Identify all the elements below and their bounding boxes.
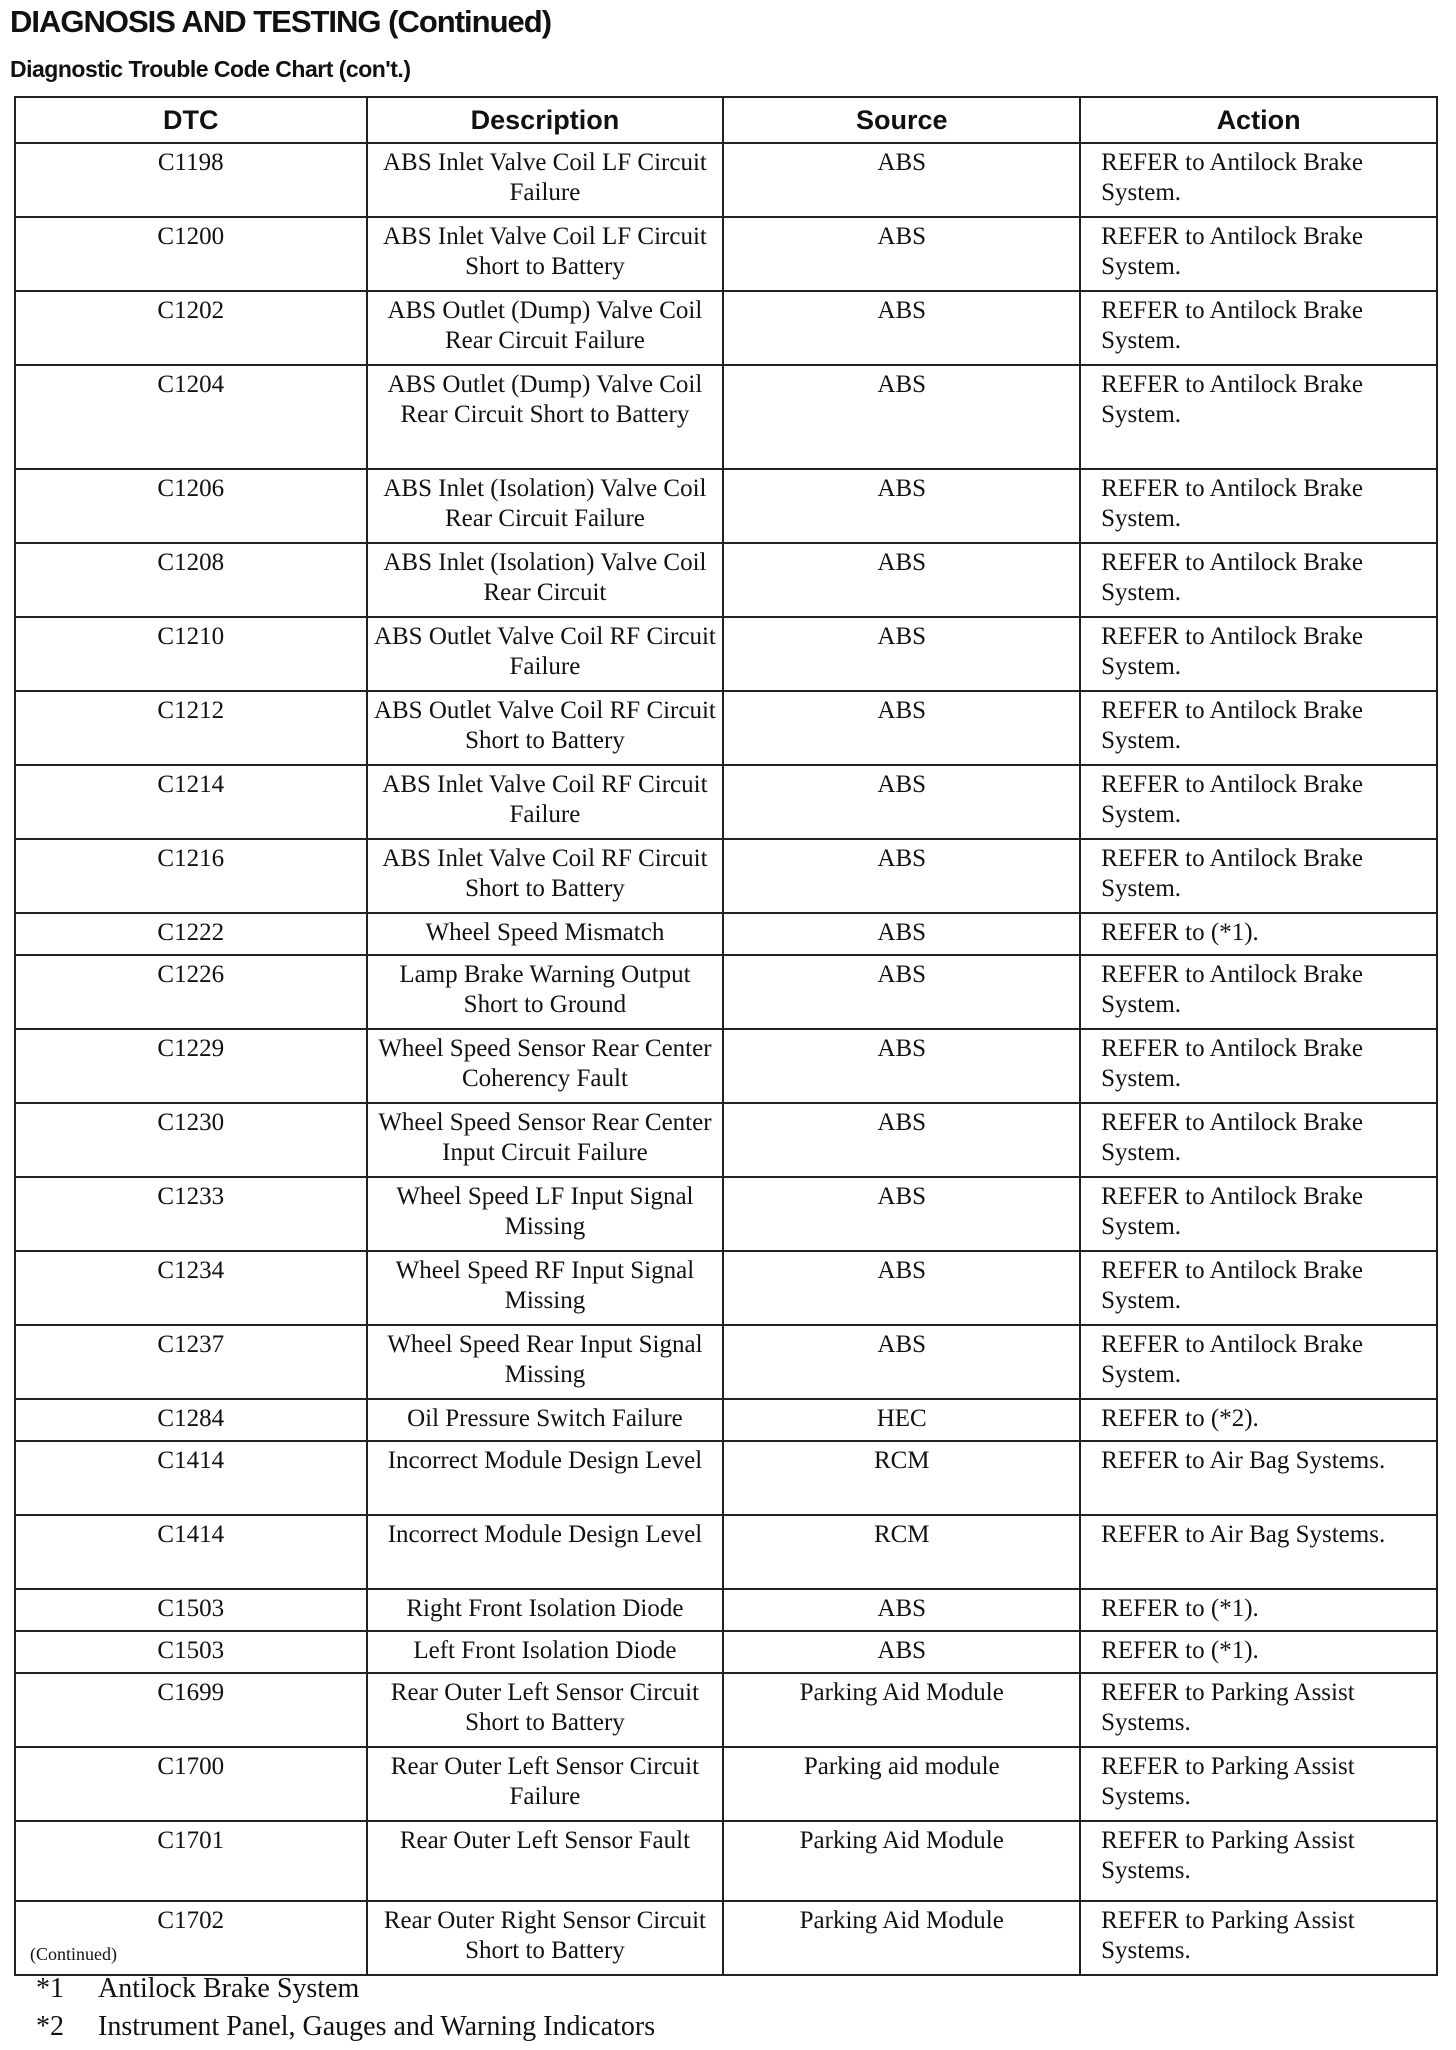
footnote-mark: *2 <box>36 2011 64 2042</box>
description-cell: Rear Outer Right Sensor Circuit Short to Battery <box>367 1901 724 1975</box>
table-row <box>15 1029 1437 1103</box>
description-cell: ABS Inlet (Isolation) Valve Coil Rear Circuit Failure <box>367 469 724 543</box>
action-cell: REFER to Antilock Brake System. <box>1080 1251 1437 1325</box>
action-cell: REFER to Parking Assist Systems. <box>1080 1901 1437 1975</box>
table-row <box>15 365 1437 469</box>
action-cell: REFER to Antilock Brake System. <box>1080 1103 1437 1177</box>
description-cell: Right Front Isolation Diode <box>367 1589 724 1631</box>
description-cell: ABS Outlet Valve Coil RF Circuit Failure <box>367 617 724 691</box>
description-cell: ABS Inlet (Isolation) Valve Coil Rear Circuit <box>367 543 724 617</box>
dtc-cell: C1503 <box>15 1631 367 1673</box>
dtc-cell: C1226 <box>15 955 367 1029</box>
table-row <box>15 1251 1437 1325</box>
description-cell: Left Front Isolation Diode <box>367 1631 724 1673</box>
dtc-cell: C1503 <box>15 1589 367 1631</box>
action-cell: REFER to Antilock Brake System. <box>1080 839 1437 913</box>
source-cell: RCM <box>723 1515 1080 1589</box>
action-cell: REFER to Antilock Brake System. <box>1080 1029 1437 1103</box>
source-cell: ABS <box>723 839 1080 913</box>
description-cell: Wheel Speed Sensor Rear Center Coherency Fault <box>367 1029 724 1103</box>
source-cell: ABS <box>723 543 1080 617</box>
description-cell: ABS Inlet Valve Coil RF Circuit Short to Battery <box>367 839 724 913</box>
dtc-cell: C1204 <box>15 365 367 469</box>
table-row <box>15 291 1437 365</box>
table-row <box>15 1747 1437 1821</box>
footnote-text: Instrument Panel, Gauges and Warning Indicators <box>98 2011 656 2042</box>
dtc-cell: C1414 <box>15 1515 367 1589</box>
table-row <box>15 913 1437 955</box>
table-row <box>15 691 1437 765</box>
description-cell: ABS Inlet Valve Coil LF Circuit Short to Battery <box>367 217 724 291</box>
footnote <box>36 1970 655 2008</box>
table-header-row <box>15 97 1437 143</box>
action-cell: REFER to Antilock Brake System. <box>1080 765 1437 839</box>
action-cell: REFER to Antilock Brake System. <box>1080 469 1437 543</box>
dtc-cell: C1700 <box>15 1747 367 1821</box>
description-cell: ABS Outlet (Dump) Valve Coil Rear Circuit Short to Battery <box>367 365 724 469</box>
source-cell: HEC <box>723 1399 1080 1441</box>
action-cell: REFER to Antilock Brake System. <box>1080 543 1437 617</box>
action-cell: REFER to Air Bag Systems. <box>1080 1515 1437 1589</box>
action-cell: REFER to Antilock Brake System. <box>1080 1177 1437 1251</box>
source-cell: ABS <box>723 1589 1080 1631</box>
source-cell: Parking Aid Module <box>723 1821 1080 1901</box>
source-cell: ABS <box>723 1177 1080 1251</box>
dtc-cell: C1212 <box>15 691 367 765</box>
dtc-cell: C1200 <box>15 217 367 291</box>
table-row <box>15 1631 1437 1673</box>
table-row <box>15 469 1437 543</box>
dtc-cell: C1234 <box>15 1251 367 1325</box>
action-cell: REFER to Parking Assist Systems. <box>1080 1673 1437 1747</box>
action-cell: REFER to Antilock Brake System. <box>1080 617 1437 691</box>
source-cell: Parking Aid Module <box>723 1901 1080 1975</box>
table-row <box>15 839 1437 913</box>
dtc-cell: C1237 <box>15 1325 367 1399</box>
source-cell: Parking aid module <box>723 1747 1080 1821</box>
table-row <box>15 1821 1437 1901</box>
source-cell: ABS <box>723 617 1080 691</box>
description-cell: Rear Outer Left Sensor Circuit Failure <box>367 1747 724 1821</box>
dtc-cell: C1198 <box>15 143 367 217</box>
source-cell: ABS <box>723 1029 1080 1103</box>
dtc-cell: C1414 <box>15 1441 367 1515</box>
dtc-cell: C1214 <box>15 765 367 839</box>
column-header-source: Source <box>723 97 1080 143</box>
action-cell: REFER to (*1). <box>1080 913 1437 955</box>
description-cell: Wheel Speed Mismatch <box>367 913 724 955</box>
source-cell: ABS <box>723 469 1080 543</box>
footnote-mark: *1 <box>36 1973 64 2004</box>
source-cell: ABS <box>723 1325 1080 1399</box>
action-cell: REFER to Antilock Brake System. <box>1080 143 1437 217</box>
dtc-cell: C1701 <box>15 1821 367 1901</box>
table-row <box>15 1103 1437 1177</box>
dtc-cell: C1284 <box>15 1399 367 1441</box>
table-row <box>15 1901 1437 1975</box>
dtc-cell: C1206 <box>15 469 367 543</box>
table-row <box>15 1673 1437 1747</box>
description-cell: ABS Outlet Valve Coil RF Circuit Short to Battery <box>367 691 724 765</box>
action-cell: REFER to Parking Assist Systems. <box>1080 1747 1437 1821</box>
action-cell: REFER to Antilock Brake System. <box>1080 217 1437 291</box>
source-cell: ABS <box>723 765 1080 839</box>
table-row <box>15 1177 1437 1251</box>
source-cell: ABS <box>723 1103 1080 1177</box>
description-cell: Oil Pressure Switch Failure <box>367 1399 724 1441</box>
source-cell: RCM <box>723 1441 1080 1515</box>
source-cell: ABS <box>723 291 1080 365</box>
description-cell: ABS Outlet (Dump) Valve Coil Rear Circuit Failure <box>367 291 724 365</box>
dtc-cell: C1210 <box>15 617 367 691</box>
table-row <box>15 1441 1437 1515</box>
dtc-cell: C1230 <box>15 1103 367 1177</box>
description-cell: Incorrect Module Design Level <box>367 1515 724 1589</box>
dtc-table <box>14 96 1438 1976</box>
footnotes <box>36 1970 655 2046</box>
page-title: DIAGNOSIS AND TESTING (Continued) <box>10 4 552 39</box>
chart-subtitle: Diagnostic Trouble Code Chart (con't.) <box>10 56 411 82</box>
source-cell: ABS <box>723 913 1080 955</box>
action-cell: REFER to Antilock Brake System. <box>1080 1325 1437 1399</box>
description-cell: Incorrect Module Design Level <box>367 1441 724 1515</box>
source-cell: Parking Aid Module <box>723 1673 1080 1747</box>
description-cell: Wheel Speed LF Input Signal Missing <box>367 1177 724 1251</box>
action-cell: REFER to (*2). <box>1080 1399 1437 1441</box>
action-cell: REFER to (*1). <box>1080 1589 1437 1631</box>
action-cell: REFER to Air Bag Systems. <box>1080 1441 1437 1515</box>
description-cell: Wheel Speed RF Input Signal Missing <box>367 1251 724 1325</box>
description-cell: Rear Outer Left Sensor Fault <box>367 1821 724 1901</box>
table-row <box>15 1325 1437 1399</box>
dtc-cell: C1222 <box>15 913 367 955</box>
source-cell: ABS <box>723 1251 1080 1325</box>
source-cell: ABS <box>723 365 1080 469</box>
column-header-description: Description <box>367 97 724 143</box>
description-cell: ABS Inlet Valve Coil LF Circuit Failure <box>367 143 724 217</box>
table-row <box>15 955 1437 1029</box>
action-cell: REFER to Antilock Brake System. <box>1080 691 1437 765</box>
description-cell: Rear Outer Left Sensor Circuit Short to Battery <box>367 1673 724 1747</box>
table-row <box>15 217 1437 291</box>
table-row <box>15 1515 1437 1589</box>
dtc-cell: C1208 <box>15 543 367 617</box>
table-row <box>15 543 1437 617</box>
action-cell: REFER to Antilock Brake System. <box>1080 955 1437 1029</box>
footnote-text: Antilock Brake System <box>98 1973 360 2004</box>
dtc-cell: C1699 <box>15 1673 367 1747</box>
table-row <box>15 1399 1437 1441</box>
dtc-cell: C1202 <box>15 291 367 365</box>
description-cell: ABS Inlet Valve Coil RF Circuit Failure <box>367 765 724 839</box>
source-cell: ABS <box>723 691 1080 765</box>
table-row <box>15 143 1437 217</box>
column-header-dtc: DTC <box>15 97 367 143</box>
table-row <box>15 765 1437 839</box>
source-cell: ABS <box>723 143 1080 217</box>
description-cell: Wheel Speed Sensor Rear Center Input Circuit Failure <box>367 1103 724 1177</box>
dtc-cell: C1229 <box>15 1029 367 1103</box>
dtc-cell: C1233 <box>15 1177 367 1251</box>
footnote <box>36 2008 655 2046</box>
source-cell: ABS <box>723 955 1080 1029</box>
action-cell: REFER to Antilock Brake System. <box>1080 365 1437 469</box>
action-cell: REFER to Antilock Brake System. <box>1080 291 1437 365</box>
dtc-cell: C1216 <box>15 839 367 913</box>
dtc-cell: C1702 <box>15 1901 367 1975</box>
source-cell: ABS <box>723 217 1080 291</box>
action-cell: REFER to Parking Assist Systems. <box>1080 1821 1437 1901</box>
source-cell: ABS <box>723 1631 1080 1673</box>
table-row <box>15 1589 1437 1631</box>
description-cell: Lamp Brake Warning Output Short to Ground <box>367 955 724 1029</box>
continued-note: (Continued) <box>30 1944 117 1964</box>
description-cell: Wheel Speed Rear Input Signal Missing <box>367 1325 724 1399</box>
column-header-action: Action <box>1080 97 1437 143</box>
action-cell: REFER to (*1). <box>1080 1631 1437 1673</box>
table-row <box>15 617 1437 691</box>
